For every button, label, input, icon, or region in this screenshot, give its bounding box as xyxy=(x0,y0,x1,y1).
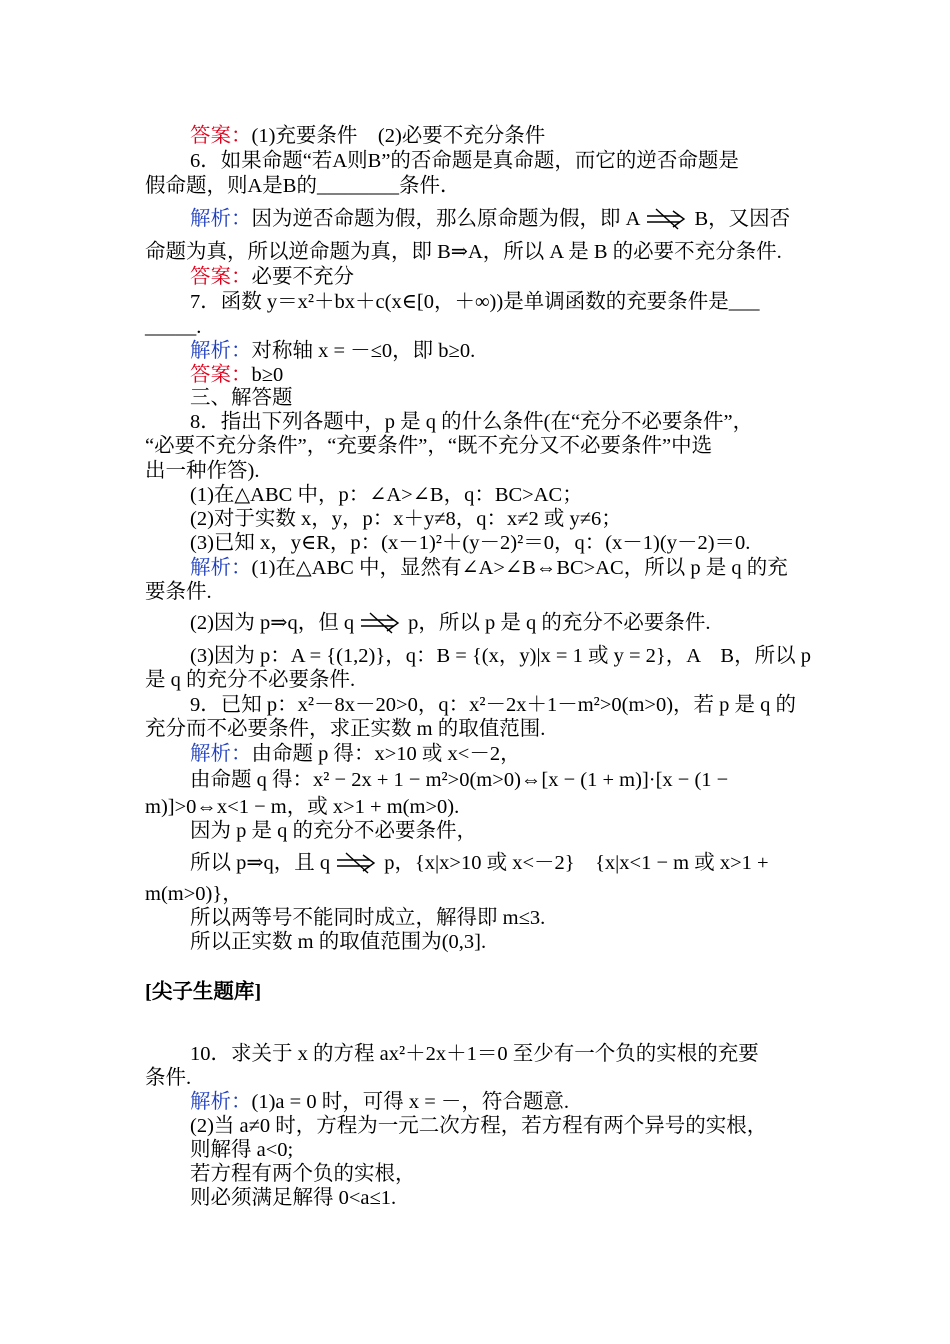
analysis-8-line-1 xyxy=(190,556,807,580)
not-implies-icon xyxy=(358,612,404,634)
section-heading-top-student: [尖子生题库] xyxy=(145,981,262,1003)
analysis-text-post: B，又因否 xyxy=(694,208,791,230)
analysis-label: 解析： xyxy=(190,743,252,765)
analysis-9-line-3: m)]>0⇔x<1 − m，或 x>1 + m(m>0). xyxy=(145,796,460,818)
answer-text: 必要不充分 xyxy=(251,266,354,288)
analysis-7 xyxy=(190,339,807,363)
analysis-9-line-4: 因为 p 是 q 的充分不必要条件， xyxy=(190,820,477,842)
analysis-8-line-2: 要条件. xyxy=(145,581,212,603)
analysis-6-line-2: 命题为真，所以逆命题为真，即 B⇒A，所以 A 是 B 的必要不充分条件. xyxy=(145,241,782,263)
answer-line-7 xyxy=(190,363,807,387)
not-implies-icon xyxy=(334,852,380,874)
analysis-label: 解析： xyxy=(190,557,252,579)
question-9-line-1: 9．已知 p：x²－8x－20>0，q：x²－2x＋1－m²>0(m>0)，若 p 是 q 的 xyxy=(190,694,797,716)
analysis-text: 对称轴 x = －≤0，即 b≥0. xyxy=(251,340,476,362)
analysis-text-pre: (2)因为 p⇒q，但 q xyxy=(190,612,355,634)
analysis-text: (1)在△ABC 中，显然有∠A>∠B⇔BC>AC，所以 p 是 q 的充 xyxy=(251,557,788,579)
analysis-6-line-1 xyxy=(190,207,807,231)
analysis-9-line-2: 由命题 q 得：x² − 2x + 1 − m²>0(m>0)⇔[x − (1 + m)]·[x − (1 − xyxy=(190,769,729,791)
answer-label: 答案： xyxy=(190,266,252,288)
question-10-line-2: 条件. xyxy=(145,1067,192,1089)
analysis-9-line-8: 所以正实数 m 的取值范围为(0,3]. xyxy=(190,931,487,953)
analysis-9-line-6: m(m>0)}， xyxy=(145,883,243,905)
answer-text: (1)充要条件 (2)必要不充分条件 xyxy=(251,125,546,147)
analysis-8-line-5: 是 q 的充分不必要条件. xyxy=(145,669,356,691)
analysis-10-line-2: (2)当 a≠0 时，方程为一元二次方程，若方程有两个异号的实根， xyxy=(190,1115,768,1137)
not-implies-icon xyxy=(644,208,690,230)
analysis-text-pre: 所以 p⇒q，且 q xyxy=(190,852,331,874)
answer-label: 答案： xyxy=(190,364,252,386)
analysis-10-line-1 xyxy=(190,1090,807,1114)
answer-label: 答案： xyxy=(190,125,252,147)
question-8-line-1: 8．指出下列各题中，p 是 q 的什么条件(在“充分不必要条件”， xyxy=(190,411,754,433)
analysis-10-line-5: 则必须满足解得 0<a≤1. xyxy=(190,1187,397,1209)
analysis-9-line-7: 所以两等号不能同时成立，解得即 m≤3. xyxy=(190,907,546,929)
analysis-text-post: p，{x|x>10 或 x<－2} {x|x<1 − m 或 x>1 + xyxy=(384,852,769,874)
analysis-9-line-1 xyxy=(190,742,807,766)
question-6-line-1: 6．如果命题“若A则B”的否命题是真命题，而它的逆否命题是 xyxy=(190,150,739,172)
question-10-line-1: 10．求关于 x 的方程 ax²＋2x＋1＝0 至少有一个负的实根的充要 xyxy=(190,1043,759,1065)
answer-line-6 xyxy=(190,265,807,289)
analysis-text-post: p，所以 p 是 q 的充分不必要条件. xyxy=(408,612,711,634)
question-6-line-2: 假命题，则A是B的________条件． xyxy=(145,175,461,197)
analysis-10-line-4: 若方程有两个负的实根， xyxy=(190,1163,416,1185)
analysis-label: 解析： xyxy=(190,340,252,362)
question-7-line-1: 7．函数 y＝x²＋bx＋c(x∈[0，＋∞))是单调函数的充要条件是___ xyxy=(190,291,760,313)
analysis-text: (1)a = 0 时，可得 x = －，符合题意. xyxy=(251,1091,569,1113)
question-8-item-2: (2)对于实数 x，y，p：x＋y≠8，q：x≠2 或 y≠6； xyxy=(190,508,622,530)
analysis-text-pre: 因为逆否命题为假，那么原命题为假，即 A xyxy=(251,208,641,230)
question-9-line-2: 充分而不必要条件，求正实数 m 的取值范围. xyxy=(145,718,546,740)
section-heading-3: 三、解答题 xyxy=(190,387,293,409)
answer-line-5 xyxy=(190,124,807,148)
answer-text: b≥0 xyxy=(251,364,284,386)
analysis-8-line-3 xyxy=(190,611,807,635)
question-8-item-1: (1)在△ABC 中，p：∠A>∠B，q：BC>AC； xyxy=(190,484,583,506)
question-8-item-3: (3)已知 x，y∈R，p：(x－1)²＋(y－2)²＝0，q：(x－1)(y－2)＝0. xyxy=(190,532,751,554)
question-8-line-3: 出一种作答). xyxy=(145,460,260,482)
analysis-text: 由命题 p 得：x>10 或 x<－2， xyxy=(251,743,521,765)
question-8-line-2: “必要不充分条件”，“充要条件”，“既不充分又不必要条件”中选 xyxy=(145,435,713,457)
question-7-line-2: _____. xyxy=(145,316,202,338)
analysis-9-line-5 xyxy=(190,851,807,875)
analysis-8-line-4: (3)因为 p：A = {(1,2)}，q：B = {(x，y)|x = 1 或 y = 2}，A B，所以 p xyxy=(190,645,811,667)
analysis-10-line-3: 则解得 a<0; xyxy=(190,1139,294,1161)
analysis-label: 解析： xyxy=(190,1091,252,1113)
analysis-label: 解析： xyxy=(190,208,252,230)
